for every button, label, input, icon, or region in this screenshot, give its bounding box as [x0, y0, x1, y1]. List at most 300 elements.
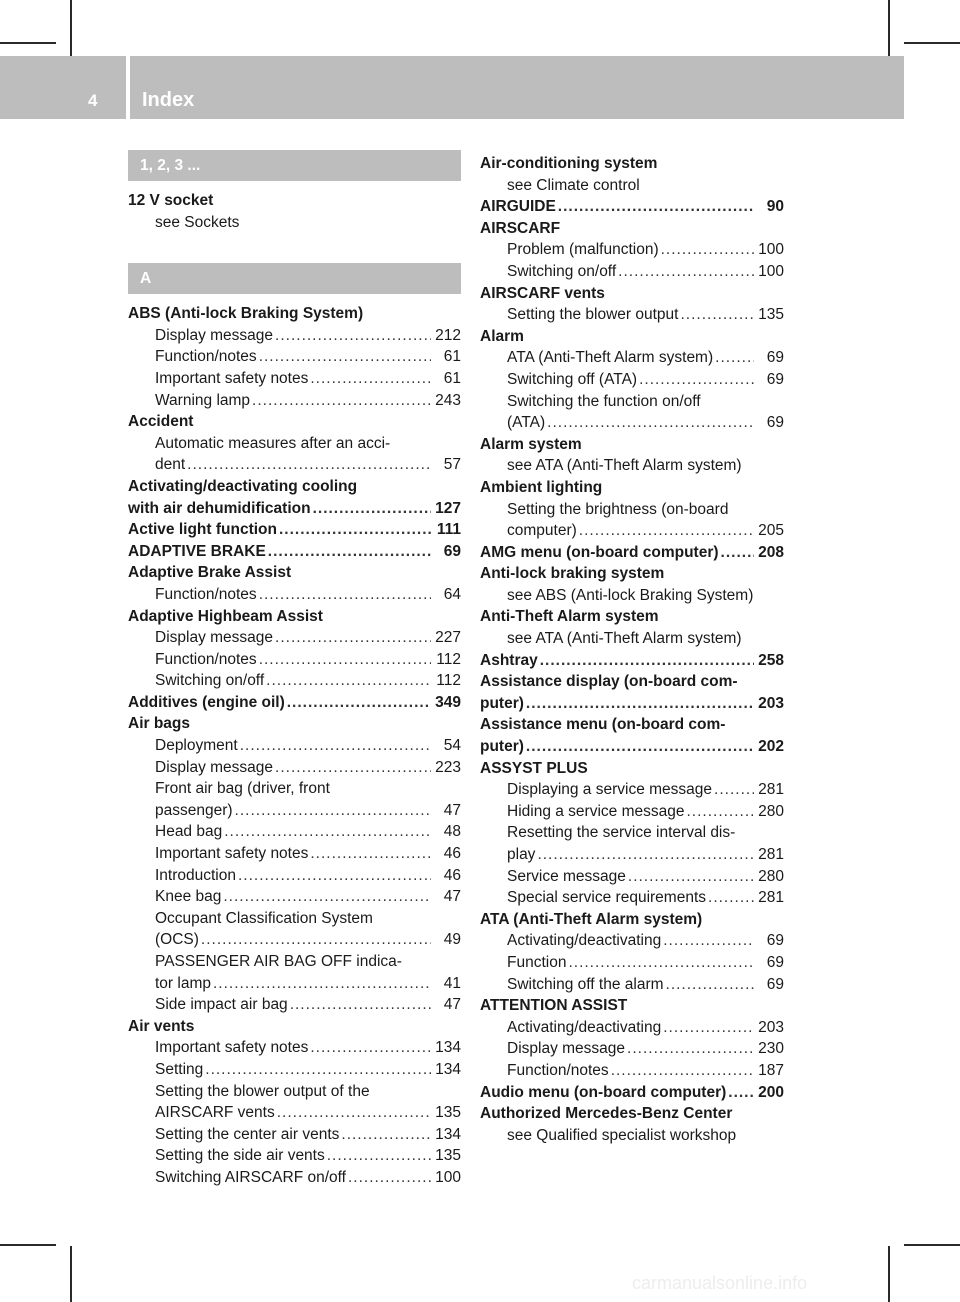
- crop-mark: [0, 42, 56, 44]
- index-subentry: [128, 627, 461, 649]
- index-entry: [480, 758, 784, 780]
- entry-text: see Qualified specialist workshop: [507, 1126, 737, 1144]
- index-entry: [480, 283, 784, 305]
- index-entry: [480, 542, 784, 564]
- index-subentry: [128, 1059, 461, 1081]
- entry-text: Switching off (ATA): [507, 370, 638, 388]
- leader-dots: [201, 929, 431, 951]
- leader-dots: [348, 1167, 431, 1189]
- leader-dots: [224, 821, 431, 843]
- leader-dots: [238, 865, 431, 887]
- entry-text: Hiding a service message: [507, 802, 685, 820]
- page-reference[interactable]: 223: [435, 758, 461, 776]
- entry-text: Service message: [507, 867, 626, 885]
- leader-dots: [663, 1017, 754, 1039]
- entry-text: 12 V socket: [128, 192, 214, 209]
- entry-text: Resetting the service interval dis-: [507, 824, 736, 842]
- index-entry: [128, 519, 461, 541]
- index-subentry: [128, 800, 461, 822]
- entry-text: Activating/deactivating cooling: [128, 477, 358, 495]
- entry-text: puter): [480, 694, 524, 712]
- entry-text: Authorized Mercedes-Benz Center: [480, 1105, 733, 1123]
- entry-text: Occupant Classification System: [155, 909, 373, 927]
- entry-text: Ashtray: [480, 651, 538, 669]
- page-reference[interactable]: 47: [443, 996, 461, 1014]
- crop-mark: [904, 42, 960, 44]
- index-subentry: [128, 454, 461, 476]
- entry-text: Setting the blower output of the: [155, 1082, 370, 1100]
- crop-mark: [0, 1244, 56, 1246]
- index-subentry: [128, 1145, 461, 1167]
- entry-text: Switching off the alarm: [507, 975, 664, 993]
- index-subentry: [128, 778, 461, 800]
- leader-dots: [341, 1124, 431, 1146]
- leader-dots: [213, 973, 431, 995]
- entry-text: Switching on/off: [507, 262, 617, 280]
- page-reference[interactable]: 90: [766, 198, 784, 216]
- index-subentry: [480, 261, 784, 283]
- entry-text: Knee bag: [155, 888, 222, 906]
- entry-text: see ATA (Anti-Theft Alarm system): [507, 630, 742, 648]
- leader-dots: [205, 1059, 431, 1081]
- leader-dots: [240, 735, 431, 757]
- index-subentry: [480, 1017, 784, 1039]
- index-entry: [128, 476, 461, 498]
- leader-dots: [680, 304, 754, 326]
- leader-dots: [252, 390, 431, 412]
- index-subentry: [128, 433, 461, 455]
- leader-dots: [268, 541, 431, 563]
- page-reference[interactable]: 100: [758, 262, 784, 280]
- index-subentry: [128, 929, 461, 951]
- index-entry: [480, 736, 784, 758]
- entry-text: PASSENGER AIR BAG OFF indica-: [155, 953, 402, 970]
- index-entry: [480, 434, 784, 456]
- index-entry: [480, 1103, 784, 1125]
- leader-dots: [611, 1060, 754, 1082]
- index-entry: [128, 190, 461, 212]
- entry-text: Switching on/off: [155, 672, 265, 690]
- page-reference[interactable]: 57: [443, 456, 461, 474]
- page-reference[interactable]: 69: [443, 542, 461, 560]
- page-reference[interactable]: 112: [436, 650, 461, 668]
- page-reference[interactable]: 100: [758, 241, 784, 259]
- leader-dots: [313, 498, 431, 520]
- index-subentry: [480, 952, 784, 974]
- page-reference[interactable]: 230: [758, 1040, 784, 1058]
- entry-text: Setting the side air vents: [155, 1147, 325, 1165]
- entry-text: ADAPTIVE BRAKE: [128, 542, 266, 560]
- page-reference[interactable]: 203: [758, 694, 784, 712]
- entry-text: Setting the blower output: [507, 306, 679, 324]
- index-subentry: [480, 822, 784, 844]
- entry-text: Display message: [155, 326, 274, 344]
- entry-text: Head bag: [155, 823, 223, 841]
- index-subentry: [128, 951, 461, 973]
- entry-text: Display message: [155, 629, 274, 647]
- entry-text: AIRGUIDE: [480, 198, 556, 216]
- index-subentry: [128, 865, 461, 887]
- index-entry: [480, 477, 784, 499]
- index-subentry: [480, 304, 784, 326]
- index-subentry: [480, 585, 784, 607]
- index-entry: [128, 411, 461, 433]
- index-entry: [128, 562, 461, 584]
- section-header: A: [128, 263, 461, 294]
- page-reference[interactable]: 48: [443, 823, 461, 841]
- page-reference[interactable]: 61: [443, 348, 461, 366]
- entry-text: Additives (engine oil): [128, 693, 285, 711]
- entry-text: Function/notes: [507, 1061, 609, 1079]
- entry-text: Switching AIRSCARF on/off: [155, 1168, 346, 1186]
- page-reference[interactable]: 227: [435, 629, 461, 647]
- entry-text: Display message: [507, 1040, 626, 1058]
- page-reference[interactable]: 203: [758, 1018, 784, 1036]
- leader-dots: [540, 650, 754, 672]
- entry-text: play: [507, 846, 536, 863]
- index-subentry: [128, 908, 461, 930]
- entry-text: Air-conditioning system: [480, 155, 658, 172]
- leader-dots: [708, 887, 754, 909]
- page-reference[interactable]: 111: [436, 521, 461, 539]
- page-reference[interactable]: 69: [766, 932, 784, 950]
- leader-dots: [279, 519, 431, 541]
- index-subentry: [128, 821, 461, 843]
- leader-dots: [187, 454, 431, 476]
- entry-text: AMG menu (on-board computer): [480, 543, 719, 561]
- page-reference[interactable]: 243: [435, 391, 461, 409]
- index-subentry: [128, 886, 461, 908]
- entry-text: Alarm system: [480, 435, 582, 453]
- crop-mark: [904, 1244, 960, 1246]
- leader-dots: [310, 1037, 431, 1059]
- leader-dots: [277, 1102, 431, 1124]
- entry-text: Adaptive Brake Assist: [128, 564, 292, 582]
- index-subentry: [480, 239, 784, 261]
- index-entry: [480, 1082, 784, 1104]
- index-entry: [480, 563, 784, 585]
- entry-text: dent: [155, 456, 186, 474]
- index-subentry: [128, 843, 461, 865]
- leader-dots: [579, 520, 754, 542]
- entry-text: Function/notes: [155, 585, 257, 603]
- leader-dots: [558, 196, 754, 218]
- entry-text: Activating/deactivating: [507, 1018, 662, 1036]
- index-entry: [480, 671, 784, 693]
- leader-dots: [235, 800, 431, 822]
- index-subentry: [480, 866, 784, 888]
- entry-text: Function/notes: [155, 650, 257, 668]
- index-entry: [128, 606, 461, 628]
- entry-text: AIRSCARF: [480, 219, 561, 237]
- leader-dots: [639, 369, 754, 391]
- index-subentry: [128, 757, 461, 779]
- entry-text: Setting: [155, 1060, 204, 1078]
- page-reference[interactable]: 41: [443, 974, 461, 992]
- index-subentry: [480, 347, 784, 369]
- page-reference[interactable]: 47: [443, 801, 461, 819]
- page-reference[interactable]: 69: [766, 975, 784, 993]
- leader-dots: [259, 649, 431, 671]
- entry-text: Assistance display (on-board com-: [480, 673, 738, 691]
- entry-text: Displaying a service message: [507, 781, 713, 799]
- leader-dots: [618, 261, 754, 283]
- page-number: 4: [88, 91, 98, 110]
- leader-dots: [275, 757, 431, 779]
- page-header: [0, 56, 904, 119]
- entry-text: (OCS): [155, 931, 199, 949]
- entry-text: see Sockets: [155, 213, 240, 231]
- index-subentry: [128, 670, 461, 692]
- page-reference[interactable]: 134: [435, 1125, 461, 1143]
- index-subentry: [128, 1081, 461, 1103]
- page-reference[interactable]: 49: [443, 931, 461, 949]
- index-entry: [480, 196, 784, 218]
- entry-text: Setting the center air vents: [155, 1125, 340, 1143]
- page-reference[interactable]: 69: [766, 349, 784, 367]
- page-reference[interactable]: 280: [758, 867, 784, 885]
- entry-text: Adaptive Highbeam Assist: [128, 607, 323, 625]
- page-reference[interactable]: 69: [766, 953, 784, 971]
- index-subentry: [128, 212, 461, 234]
- leader-dots: [715, 347, 754, 369]
- page-title: Index: [142, 89, 195, 111]
- crop-mark: [70, 1246, 72, 1302]
- entry-text: AIRSCARF vents: [480, 284, 605, 302]
- leader-dots: [568, 952, 754, 974]
- leader-dots: [663, 930, 754, 952]
- entry-text: Accident: [128, 413, 194, 431]
- page-reference[interactable]: 134: [435, 1060, 461, 1078]
- index-subentry: [480, 974, 784, 996]
- index-subentry: [480, 628, 784, 650]
- leader-dots: [526, 693, 754, 715]
- index-entry: [128, 303, 461, 325]
- leader-dots: [661, 239, 754, 261]
- index-entry: [480, 693, 784, 715]
- page-reference[interactable]: 69: [766, 414, 784, 432]
- page-reference[interactable]: 205: [758, 522, 784, 540]
- page-reference[interactable]: 54: [443, 737, 461, 755]
- page-reference[interactable]: 280: [758, 802, 784, 820]
- leader-dots: [327, 1145, 431, 1167]
- crop-mark: [70, 0, 72, 56]
- page-reference[interactable]: 112: [436, 672, 461, 690]
- entry-text: Activating/deactivating: [507, 932, 662, 950]
- index-subentry: [128, 584, 461, 606]
- page-reference[interactable]: 258: [758, 651, 784, 669]
- leader-dots: [628, 866, 754, 888]
- index-entry: [480, 650, 784, 672]
- leader-dots: [259, 584, 431, 606]
- entry-text: puter): [480, 738, 524, 756]
- entry-text: Anti-Theft Alarm system: [480, 608, 659, 626]
- leader-dots: [666, 974, 754, 996]
- index-subentry: [480, 412, 784, 434]
- entry-text: see ABS (Anti-lock Braking System): [507, 586, 754, 604]
- entry-text: Introduction: [155, 866, 236, 884]
- entry-text: Important safety notes: [155, 369, 309, 387]
- page-reference[interactable]: 135: [758, 306, 784, 324]
- index-subentry: [128, 649, 461, 671]
- leader-dots: [275, 627, 431, 649]
- entry-text: ATTENTION ASSIST: [480, 997, 628, 1015]
- header-separator: [126, 56, 130, 119]
- entry-text: ATA (Anti-Theft Alarm system): [480, 910, 703, 928]
- page-reference[interactable]: 281: [758, 781, 784, 799]
- index-subentry: [480, 175, 784, 197]
- crop-mark: [888, 1246, 890, 1302]
- entry-text: Anti-lock braking system: [480, 565, 665, 583]
- index-column-right: [480, 153, 784, 1146]
- page-reference[interactable]: 135: [435, 1104, 461, 1122]
- index-subentry: [480, 779, 784, 801]
- index-subentry: [480, 801, 784, 823]
- index-subentry: [480, 844, 784, 866]
- page-reference[interactable]: 46: [443, 845, 461, 863]
- page-reference[interactable]: 135: [435, 1147, 461, 1165]
- leader-dots: [290, 994, 431, 1016]
- watermark: carmanualsonline.info: [632, 1273, 808, 1293]
- entry-text: passenger): [155, 801, 233, 819]
- entry-text: Problem (malfunction): [507, 241, 659, 259]
- index-subentry: [480, 1060, 784, 1082]
- index-entry: [128, 1016, 461, 1038]
- entry-text: Important safety notes: [155, 845, 309, 863]
- index-entry: [480, 218, 784, 240]
- leader-dots: [287, 692, 431, 714]
- page-reference[interactable]: 208: [758, 543, 784, 561]
- entry-text: Air vents: [128, 1017, 195, 1035]
- index-subentry: [128, 1037, 461, 1059]
- index-subentry: [128, 346, 461, 368]
- entry-text: Active light function: [128, 521, 277, 539]
- leader-dots: [686, 801, 754, 823]
- entry-text: Display message: [155, 758, 274, 776]
- index-subentry: [480, 930, 784, 952]
- index-subentry: [480, 1125, 784, 1147]
- entry-text: Assistance menu (on-board com-: [480, 716, 726, 734]
- index-subentry: [128, 1102, 461, 1124]
- entry-text: Switching the function on/off: [507, 392, 701, 410]
- leader-dots: [721, 542, 754, 564]
- page-reference[interactable]: 47: [443, 888, 461, 906]
- entry-text: Audio menu (on-board computer): [480, 1083, 727, 1101]
- page-reference[interactable]: 64: [443, 585, 461, 603]
- index-subentry: [128, 735, 461, 757]
- index-subentry: [128, 994, 461, 1016]
- entry-text: computer): [507, 522, 577, 540]
- leader-dots: [526, 736, 754, 758]
- page-reference[interactable]: 46: [443, 866, 461, 884]
- index-subentry: [480, 887, 784, 909]
- entry-text: Setting the brightness (on-board: [507, 500, 729, 518]
- entry-text: ASSYST PLUS: [480, 759, 588, 777]
- leader-dots: [547, 412, 754, 434]
- entry-text: Warning lamp: [155, 391, 251, 409]
- page-reference[interactable]: 281: [758, 846, 784, 863]
- index-entry: [480, 326, 784, 348]
- index-subentry: [128, 368, 461, 390]
- index-entry: [128, 498, 461, 520]
- page-reference[interactable]: 212: [435, 326, 461, 344]
- index-subentry: [128, 1167, 461, 1189]
- page-reference[interactable]: 281: [758, 889, 784, 907]
- entry-text: Front air bag (driver, front: [155, 780, 330, 798]
- entry-text: Air bags: [128, 715, 191, 733]
- leader-dots: [310, 368, 431, 390]
- index-subentry: [128, 390, 461, 412]
- entry-text: Special service requirements: [507, 889, 707, 907]
- entry-text: AIRSCARF vents: [155, 1104, 275, 1122]
- page-reference[interactable]: 127: [435, 499, 461, 517]
- index-subentry: [480, 391, 784, 413]
- index-entry: [128, 713, 461, 735]
- index-entry: [480, 909, 784, 931]
- leader-dots: [310, 843, 431, 865]
- index-column-left: [128, 150, 461, 1189]
- entry-text: see Climate control: [507, 176, 640, 194]
- index-subentry: [128, 1124, 461, 1146]
- index-subentry: [480, 369, 784, 391]
- leader-dots: [266, 670, 431, 692]
- page-reference[interactable]: 187: [758, 1061, 784, 1079]
- leader-dots: [627, 1038, 754, 1060]
- entry-text: ABS (Anti-lock Braking System): [128, 305, 364, 323]
- index-subentry: [128, 325, 461, 347]
- entry-text: Function: [507, 953, 567, 971]
- page-reference[interactable]: 202: [758, 738, 784, 756]
- index-subentry: [480, 455, 784, 477]
- entry-text: Alarm: [480, 327, 524, 345]
- leader-dots: [275, 325, 431, 347]
- index-entry: [480, 995, 784, 1017]
- page-reference[interactable]: 61: [443, 369, 461, 387]
- entry-text: ATA (Anti-Theft Alarm system): [507, 349, 714, 367]
- page-reference[interactable]: 69: [766, 370, 784, 388]
- leader-dots: [223, 886, 431, 908]
- leader-dots: [537, 844, 754, 866]
- index-subentry: [480, 1038, 784, 1060]
- entry-text: with air dehumidification: [128, 499, 311, 517]
- section-header: 1, 2, 3 ...: [128, 150, 461, 181]
- page-reference[interactable]: 349: [435, 693, 461, 711]
- index-entry: [128, 692, 461, 714]
- leader-dots: [728, 1082, 754, 1104]
- index-subentry: [480, 520, 784, 542]
- index-entry: [480, 606, 784, 628]
- crop-mark: [888, 0, 890, 56]
- entry-text: Side impact air bag: [155, 996, 288, 1014]
- entry-text: Ambient lighting: [480, 478, 603, 496]
- index-entry: [128, 541, 461, 563]
- page-reference[interactable]: 100: [435, 1168, 461, 1186]
- page-reference[interactable]: 200: [758, 1083, 784, 1101]
- index-entry: [480, 153, 784, 175]
- entry-text: Function/notes: [155, 348, 257, 366]
- entry-text: Automatic measures after an acci-: [155, 434, 391, 452]
- page-reference[interactable]: 134: [435, 1039, 461, 1057]
- entry-text: tor lamp: [155, 974, 211, 992]
- entry-text: see ATA (Anti-Theft Alarm system): [507, 457, 742, 475]
- leader-dots: [714, 779, 754, 801]
- index-entry: [480, 714, 784, 736]
- entry-text: Deployment: [155, 737, 238, 755]
- leader-dots: [259, 346, 431, 368]
- index-subentry: [128, 973, 461, 995]
- entry-text: Important safety notes: [155, 1039, 309, 1057]
- index-subentry: [480, 499, 784, 521]
